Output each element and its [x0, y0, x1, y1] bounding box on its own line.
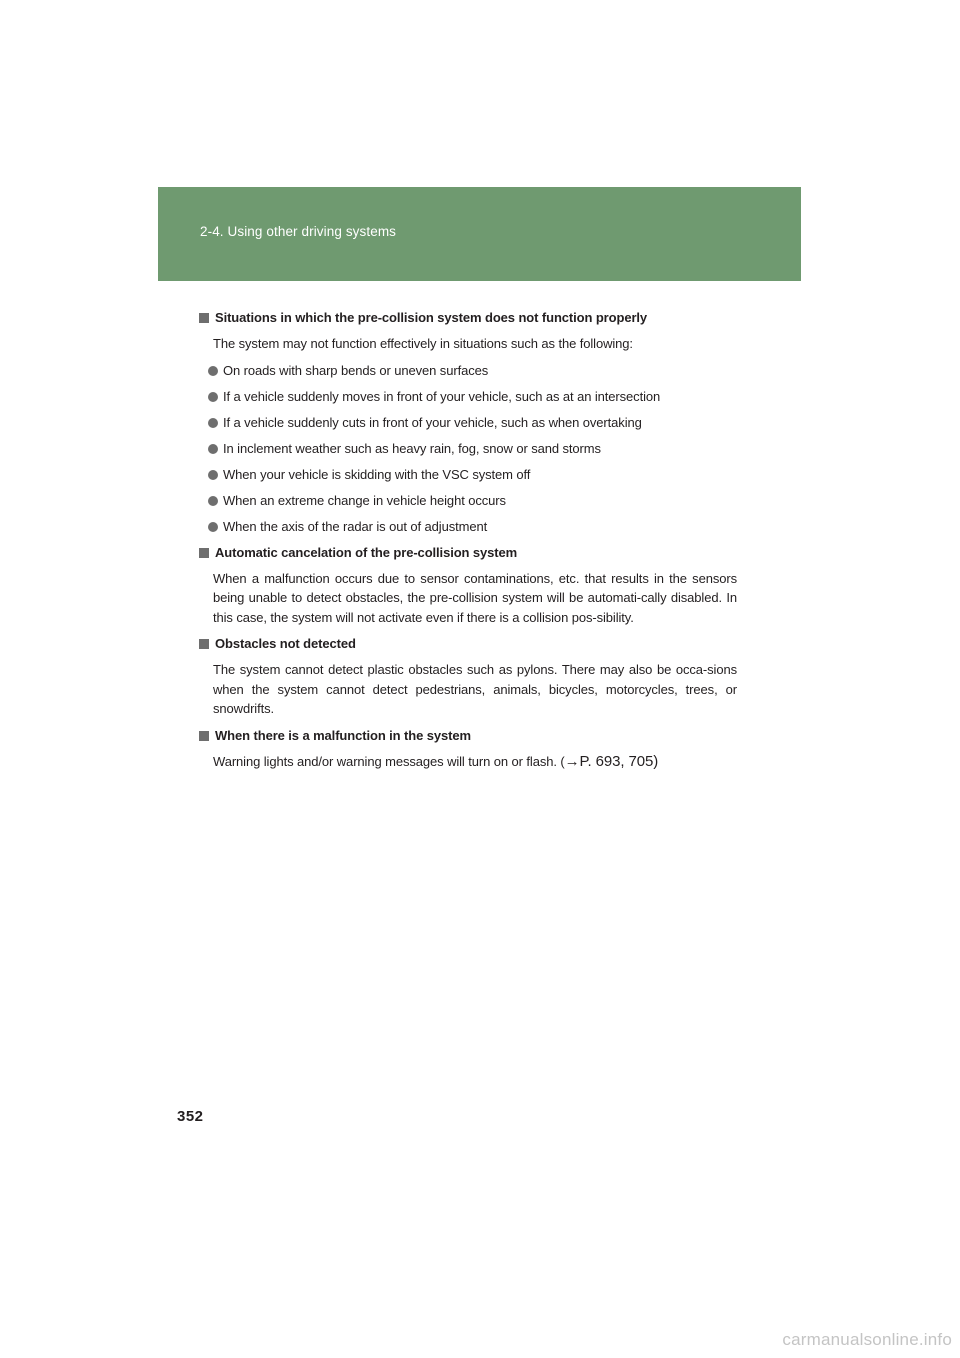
round-bullet-icon — [208, 470, 218, 480]
list-item: When the axis of the radar is out of adjustment — [207, 517, 737, 537]
section-heading — [199, 634, 737, 654]
heading-text: When there is a malfunction in the system — [215, 727, 471, 743]
watermark: carmanualsonline.info — [782, 1330, 952, 1349]
page-reference-link[interactable]: →P. 693, 705) — [564, 752, 659, 770]
round-bullet-icon — [208, 366, 218, 376]
section-obstacles-not-detected — [207, 634, 737, 719]
square-bullet-icon — [199, 731, 209, 741]
square-bullet-icon — [199, 548, 209, 558]
round-bullet-icon — [208, 418, 218, 428]
round-bullet-icon — [208, 444, 218, 454]
section-heading — [199, 726, 737, 746]
section-header-band — [158, 187, 801, 281]
round-bullet-icon — [208, 392, 218, 402]
list-item: When an extreme change in vehicle height occurs — [207, 491, 737, 511]
heading-text: Obstacles not detected — [215, 636, 356, 651]
square-bullet-icon — [199, 639, 209, 649]
section-paragraph: The system may not function effectively in situations such as the following: — [213, 336, 633, 351]
section-title: 2-4. Using other driving systems — [200, 224, 397, 239]
heading-text: Automatic cancelation of the pre-collision system — [215, 544, 518, 560]
list-item: If a vehicle suddenly cuts in front of your vehicle, such as when overtaking — [207, 413, 737, 433]
section-paragraph: When a malfunction occurs due to sensor contaminations, etc. that results in the sensors being unable to detect obstacles, the pre-collision system will be automati-cally disabled. In this case, the system will not activate even if there is a collision pos-sibility. — [213, 570, 737, 625]
section-automatic-cancelation — [207, 543, 737, 628]
heading-text: Situations in which the pre-collision system does not function properly — [215, 310, 648, 325]
square-bullet-icon — [199, 313, 209, 323]
list-item: On roads with sharp bends or uneven surfaces — [207, 361, 737, 381]
section-situations — [207, 308, 737, 537]
section-paragraph: Warning lights and/or warning messages will turn on or flash. (→P. 693, 705) — [213, 752, 659, 770]
page-content — [207, 308, 737, 778]
round-bullet-icon — [208, 496, 218, 506]
round-bullet-icon — [208, 522, 218, 532]
list-item: In inclement weather such as heavy rain, fog, snow or sand storms — [207, 439, 737, 459]
list-item: If a vehicle suddenly moves in front of your vehicle, such as at an intersection — [207, 387, 737, 407]
page-number: 352 — [177, 1108, 204, 1125]
section-heading — [199, 308, 737, 328]
bullet-list — [207, 361, 737, 537]
list-item: When your vehicle is skidding with the VSC system off — [207, 465, 737, 485]
section-heading — [199, 543, 737, 563]
section-malfunction — [207, 726, 737, 772]
section-paragraph: The system cannot detect plastic obstacles such as pylons. There may also be occa-sions when the system cannot detect pedestrians, animals, bicycles, motorcycles, trees, or snowdrifts. — [213, 662, 737, 716]
